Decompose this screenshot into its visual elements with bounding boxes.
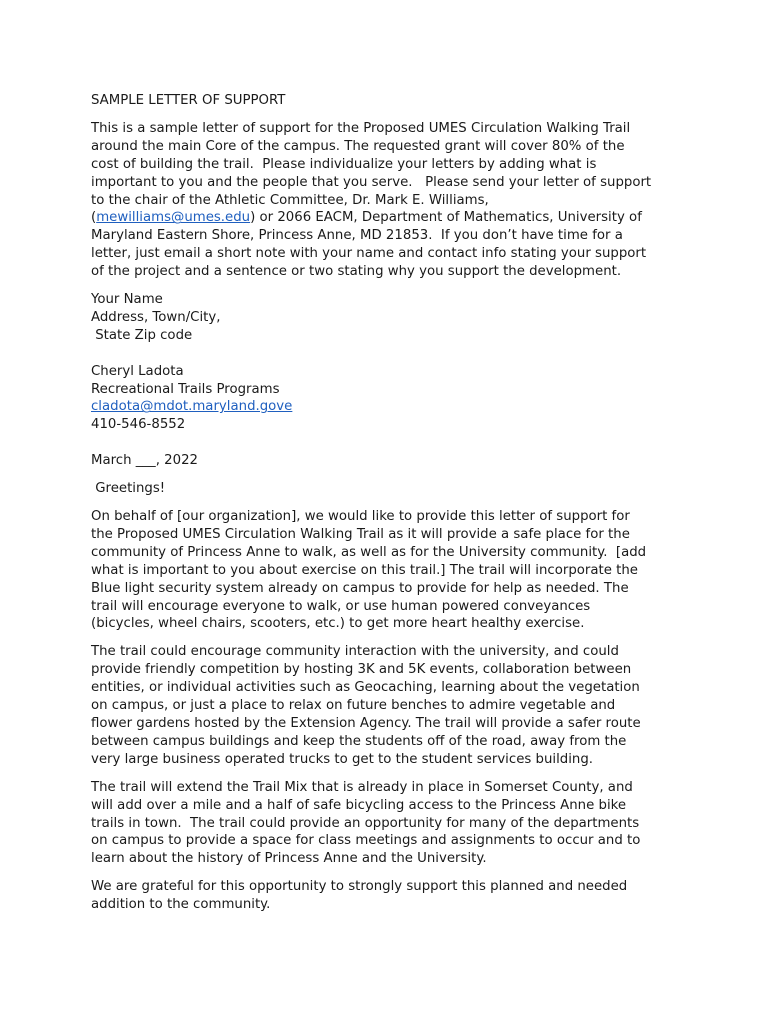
intro-line: cost of building the trail. Please individualize your letters by adding what is bbox=[91, 156, 597, 172]
body-line: provide friendly competition by hosting 3K and 5K events, collaboration between bbox=[91, 662, 632, 678]
body-line: on campus, or just a place to relax on future benches to admire vegetable and bbox=[91, 698, 616, 714]
body-line: community of Princess Anne to walk, as well as for the University community. [add bbox=[91, 544, 647, 560]
closing-line: We are grateful for this opportunity to strongly support this planned and needed bbox=[91, 879, 628, 895]
intro-line: Maryland Eastern Shore, Princess Anne, MD 21853. If you don’t have time for a bbox=[91, 228, 623, 244]
greeting: Greetings! bbox=[91, 481, 166, 497]
body-line: The trail will extend the Trail Mix that is already in place in Somerset County, and bbox=[91, 779, 633, 795]
intro-line: This is a sample letter of support for the Proposed UMES Circulation Walking Trail bbox=[91, 120, 631, 136]
body-line: On behalf of [our organization], we would like to provide this letter of support for bbox=[91, 509, 630, 524]
body-line: Blue light security system already on campus to provide for help as needed. The bbox=[91, 580, 629, 596]
recipient-org: Recreational Trails Programs bbox=[91, 381, 280, 397]
body-paragraph-1 bbox=[91, 508, 691, 633]
recipient-email-line bbox=[91, 398, 691, 416]
body-line: entities, or individual activities such as Geocaching, learning about the vegetation bbox=[91, 680, 640, 696]
recipient-phone: 410-546-8552 bbox=[91, 417, 186, 433]
body-line: trail will encourage everyone to walk, or use human powered conveyances bbox=[91, 598, 591, 614]
body-line: the Proposed UMES Circulation Walking Trail as it will provide a safe place for the bbox=[91, 526, 630, 542]
body-line: trails in town. The trail could provide an opportunity for many of the departments bbox=[91, 815, 640, 831]
body-paragraph-2 bbox=[91, 643, 691, 768]
committee-email-link[interactable]: mewilliams@umes.edu bbox=[96, 210, 251, 226]
body-line: The trail could encourage community interaction with the university, and could bbox=[91, 644, 619, 660]
body-line: (bicycles, wheel chairs, scooters, etc.) to get more heart healthy exercise. bbox=[91, 616, 585, 632]
body-line: on campus to provide a space for class meetings and assignments to occur and to bbox=[91, 833, 641, 849]
recipient-name: Cheryl Ladota bbox=[91, 363, 184, 379]
closing-paragraph bbox=[91, 878, 691, 914]
intro-paren: ( bbox=[91, 210, 97, 226]
body-line: very large business operated trucks to get to the student services building. bbox=[91, 751, 594, 767]
recipient-email-link[interactable]: cladota@mdot.maryland.gove bbox=[91, 399, 293, 415]
body-line: will add over a mile and a half of safe bicycling access to the Princess Anne bike bbox=[91, 797, 627, 813]
intro-paragraph bbox=[91, 120, 691, 281]
body-line: between campus buildings and keep the students off of the road, away from the bbox=[91, 733, 627, 749]
address-block bbox=[91, 291, 691, 470]
body-line: flower gardens hosted by the Extension Agency. The trail will provide a safer route bbox=[91, 715, 641, 731]
intro-line: important to you and the people that you serve. Please send your letter of support bbox=[91, 174, 652, 190]
letter-content bbox=[91, 92, 691, 924]
spacer bbox=[91, 434, 691, 452]
spacer bbox=[91, 345, 691, 363]
body-paragraph-3 bbox=[91, 779, 691, 869]
closing-line: addition to the community. bbox=[91, 897, 271, 913]
letter-date: March ___, 2022 bbox=[91, 453, 198, 469]
sender-state-zip: State Zip code bbox=[91, 327, 193, 343]
letter-heading: SAMPLE LETTER OF SUPPORT bbox=[91, 93, 286, 108]
intro-line: to the chair of the Athletic Committee, Dr. Mark E. Williams, bbox=[91, 192, 489, 208]
sender-name: Your Name bbox=[91, 292, 163, 308]
intro-line: of the project and a sentence or two stating why you support the development. bbox=[91, 264, 622, 280]
intro-line bbox=[91, 209, 691, 227]
sender-address: Address, Town/City, bbox=[91, 309, 221, 325]
body-line: what is important to you about exercise on this trail.] The trail will incorporate the bbox=[91, 562, 638, 578]
intro-line: around the main Core of the campus. The requested grant will cover 80% of the bbox=[91, 138, 625, 154]
intro-line: letter, just email a short note with your name and contact info stating your support bbox=[91, 246, 647, 262]
body-line: learn about the history of Princess Anne and the University. bbox=[91, 851, 487, 867]
intro-line-rest: ) or 2066 EACM, Department of Mathematics, University of bbox=[250, 210, 642, 226]
